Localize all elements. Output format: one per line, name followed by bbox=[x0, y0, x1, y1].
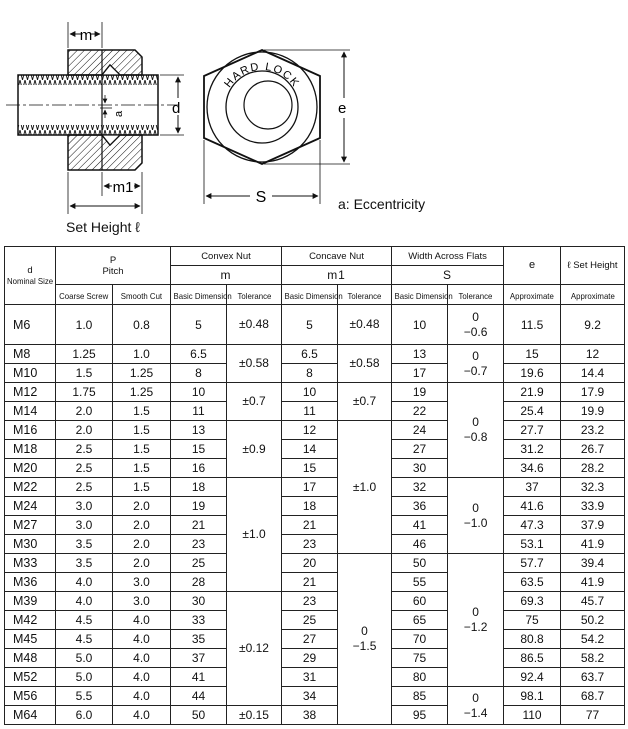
coarse-pitch-cell: 4.5 bbox=[56, 611, 113, 630]
tolerance-cell: ±0.58 bbox=[338, 345, 392, 383]
convex-basic-cell: 5 bbox=[171, 305, 227, 345]
coarse-pitch-cell: 5.5 bbox=[56, 687, 113, 706]
table-row bbox=[5, 516, 625, 535]
smooth-pitch-cell: 0.8 bbox=[113, 305, 171, 345]
header-concave-tolerance: Tolerance bbox=[338, 285, 392, 305]
smooth-pitch-cell: 4.0 bbox=[113, 649, 171, 668]
e-approx-cell: 69.3 bbox=[504, 592, 561, 611]
set-height-cell: 9.2 bbox=[561, 305, 625, 345]
table-row bbox=[5, 497, 625, 516]
convex-basic-cell: 19 bbox=[171, 497, 227, 516]
convex-basic-cell: 30 bbox=[171, 592, 227, 611]
convex-basic-cell: 21 bbox=[171, 516, 227, 535]
tolerance-cell: ±0.9 bbox=[227, 421, 282, 478]
table-row bbox=[5, 478, 625, 497]
nominal-size-cell: M36 bbox=[5, 573, 56, 592]
nut-technical-drawing bbox=[0, 0, 628, 245]
width-basic-cell: 27 bbox=[392, 440, 448, 459]
nominal-size-cell: M14 bbox=[5, 402, 56, 421]
width-basic-cell: 17 bbox=[392, 364, 448, 383]
width-basic-cell: 13 bbox=[392, 345, 448, 364]
convex-basic-cell: 11 bbox=[171, 402, 227, 421]
e-approx-cell: 53.1 bbox=[504, 535, 561, 554]
e-approx-cell: 75 bbox=[504, 611, 561, 630]
e-approx-cell: 15 bbox=[504, 345, 561, 364]
table-row bbox=[5, 554, 625, 573]
smooth-pitch-cell: 4.0 bbox=[113, 611, 171, 630]
header-e: e bbox=[504, 247, 561, 285]
label-a: a bbox=[113, 110, 125, 117]
width-basic-cell: 46 bbox=[392, 535, 448, 554]
width-basic-cell: 60 bbox=[392, 592, 448, 611]
set-height-cell: 58.2 bbox=[561, 649, 625, 668]
set-height-cell: 37.9 bbox=[561, 516, 625, 535]
nominal-size-cell: M48 bbox=[5, 649, 56, 668]
smooth-pitch-cell: 1.5 bbox=[113, 478, 171, 497]
e-approx-cell: 92.4 bbox=[504, 668, 561, 687]
e-approx-cell: 98.1 bbox=[504, 687, 561, 706]
width-basic-cell: 30 bbox=[392, 459, 448, 478]
coarse-pitch-cell: 1.0 bbox=[56, 305, 113, 345]
coarse-pitch-cell: 1.5 bbox=[56, 364, 113, 383]
header-concave-nut: Concave Nut bbox=[282, 247, 392, 266]
e-approx-cell: 47.3 bbox=[504, 516, 561, 535]
concave-basic-cell: 21 bbox=[282, 573, 338, 592]
smooth-pitch-cell: 3.0 bbox=[113, 573, 171, 592]
coarse-pitch-cell: 3.5 bbox=[56, 535, 113, 554]
e-approx-cell: 37 bbox=[504, 478, 561, 497]
set-height-cell: 68.7 bbox=[561, 687, 625, 706]
smooth-pitch-cell: 1.0 bbox=[113, 345, 171, 364]
coarse-pitch-cell: 1.25 bbox=[56, 345, 113, 364]
table-row bbox=[5, 440, 625, 459]
convex-basic-cell: 8 bbox=[171, 364, 227, 383]
concave-basic-cell: 20 bbox=[282, 554, 338, 573]
convex-basic-cell: 23 bbox=[171, 535, 227, 554]
set-height-cell: 32.3 bbox=[561, 478, 625, 497]
convex-basic-cell: 44 bbox=[171, 687, 227, 706]
smooth-pitch-cell: 1.5 bbox=[113, 421, 171, 440]
smooth-pitch-cell: 4.0 bbox=[113, 668, 171, 687]
tolerance-cell: ±0.7 bbox=[338, 383, 392, 421]
header-convex-basic: Basic Dimension bbox=[171, 285, 227, 305]
width-basic-cell: 41 bbox=[392, 516, 448, 535]
e-approx-cell: 19.6 bbox=[504, 364, 561, 383]
hard-lock-logo: HARD LOCK bbox=[222, 60, 302, 90]
concave-basic-cell: 18 bbox=[282, 497, 338, 516]
concave-basic-cell: 27 bbox=[282, 630, 338, 649]
header-concave-symbol: m1 bbox=[282, 266, 392, 285]
width-basic-cell: 10 bbox=[392, 305, 448, 345]
smooth-pitch-cell: 2.0 bbox=[113, 535, 171, 554]
convex-basic-cell: 13 bbox=[171, 421, 227, 440]
nominal-size-cell: M56 bbox=[5, 687, 56, 706]
set-height-cell: 41.9 bbox=[561, 573, 625, 592]
concave-basic-cell: 14 bbox=[282, 440, 338, 459]
table-row bbox=[5, 421, 625, 440]
width-basic-cell: 24 bbox=[392, 421, 448, 440]
set-height-cell: 14.4 bbox=[561, 364, 625, 383]
table-row bbox=[5, 459, 625, 478]
label-S: S bbox=[255, 189, 267, 206]
tolerance-cell: 0 −1.2 bbox=[448, 554, 504, 687]
convex-basic-cell: 25 bbox=[171, 554, 227, 573]
coarse-pitch-cell: 2.0 bbox=[56, 402, 113, 421]
tolerance-cell: 0 −0.7 bbox=[448, 345, 504, 383]
label-m: m bbox=[79, 27, 93, 44]
table-row bbox=[5, 402, 625, 421]
concave-basic-cell: 31 bbox=[282, 668, 338, 687]
coarse-pitch-cell: 1.75 bbox=[56, 383, 113, 402]
table-row bbox=[5, 687, 625, 706]
width-basic-cell: 22 bbox=[392, 402, 448, 421]
coarse-pitch-cell: 4.5 bbox=[56, 630, 113, 649]
front-view bbox=[204, 50, 350, 206]
set-height-cell: 41.9 bbox=[561, 535, 625, 554]
nominal-size-cell: M20 bbox=[5, 459, 56, 478]
set-height-cell: 39.4 bbox=[561, 554, 625, 573]
set-height-cell: 17.9 bbox=[561, 383, 625, 402]
width-basic-cell: 36 bbox=[392, 497, 448, 516]
coarse-pitch-cell: 3.0 bbox=[56, 516, 113, 535]
tolerance-cell: ±0.7 bbox=[227, 383, 282, 421]
e-approx-cell: 80.8 bbox=[504, 630, 561, 649]
nominal-size-cell: M64 bbox=[5, 706, 56, 725]
width-basic-cell: 65 bbox=[392, 611, 448, 630]
smooth-pitch-cell: 2.0 bbox=[113, 554, 171, 573]
concave-basic-cell: 12 bbox=[282, 421, 338, 440]
nominal-size-cell: M10 bbox=[5, 364, 56, 383]
tolerance-cell: ±0.12 bbox=[227, 592, 282, 706]
label-m1: m1 bbox=[112, 179, 134, 196]
tolerance-cell: 0 −1.0 bbox=[448, 478, 504, 554]
e-approx-cell: 27.7 bbox=[504, 421, 561, 440]
table-row bbox=[5, 535, 625, 554]
convex-basic-cell: 10 bbox=[171, 383, 227, 402]
header-set-height: ℓ Set Height bbox=[561, 247, 625, 285]
e-approx-cell: 11.5 bbox=[504, 305, 561, 345]
concave-basic-cell: 15 bbox=[282, 459, 338, 478]
e-approx-cell: 34.6 bbox=[504, 459, 561, 478]
nominal-size-cell: M27 bbox=[5, 516, 56, 535]
table-row bbox=[5, 364, 625, 383]
concave-basic-cell: 8 bbox=[282, 364, 338, 383]
nominal-size-cell: M18 bbox=[5, 440, 56, 459]
table-row bbox=[5, 592, 625, 611]
convex-basic-cell: 15 bbox=[171, 440, 227, 459]
width-basic-cell: 80 bbox=[392, 668, 448, 687]
nut-spec-table bbox=[4, 246, 625, 725]
set-height-cell: 12 bbox=[561, 345, 625, 364]
header-convex-tolerance: Tolerance bbox=[227, 285, 282, 305]
concave-basic-cell: 5 bbox=[282, 305, 338, 345]
tolerance-cell: ±1.0 bbox=[227, 478, 282, 592]
nominal-size-cell: M24 bbox=[5, 497, 56, 516]
coarse-pitch-cell: 2.5 bbox=[56, 459, 113, 478]
convex-basic-cell: 18 bbox=[171, 478, 227, 497]
smooth-pitch-cell: 2.0 bbox=[113, 516, 171, 535]
concave-basic-cell: 17 bbox=[282, 478, 338, 497]
concave-basic-cell: 21 bbox=[282, 516, 338, 535]
nominal-size-cell: M30 bbox=[5, 535, 56, 554]
coarse-pitch-cell: 3.5 bbox=[56, 554, 113, 573]
tolerance-cell: 0 −1.4 bbox=[448, 687, 504, 725]
table-row bbox=[5, 630, 625, 649]
concave-basic-cell: 11 bbox=[282, 402, 338, 421]
coarse-pitch-cell: 2.0 bbox=[56, 421, 113, 440]
convex-basic-cell: 41 bbox=[171, 668, 227, 687]
header-width-across-flats: Width Across Flats bbox=[392, 247, 504, 266]
header-concave-basic: Basic Dimension bbox=[282, 285, 338, 305]
nominal-size-cell: M8 bbox=[5, 345, 56, 364]
nominal-size-cell: M39 bbox=[5, 592, 56, 611]
width-basic-cell: 19 bbox=[392, 383, 448, 402]
width-basic-cell: 85 bbox=[392, 687, 448, 706]
e-approx-cell: 25.4 bbox=[504, 402, 561, 421]
concave-basic-cell: 6.5 bbox=[282, 345, 338, 364]
nominal-size-cell: M33 bbox=[5, 554, 56, 573]
convex-basic-cell: 16 bbox=[171, 459, 227, 478]
set-height-cell: 63.7 bbox=[561, 668, 625, 687]
convex-basic-cell: 33 bbox=[171, 611, 227, 630]
coarse-pitch-cell: 3.0 bbox=[56, 497, 113, 516]
header-convex-nut: Convex Nut bbox=[171, 247, 282, 266]
smooth-pitch-cell: 1.5 bbox=[113, 402, 171, 421]
smooth-pitch-cell: 2.0 bbox=[113, 497, 171, 516]
tolerance-cell: 0 −0.6 bbox=[448, 305, 504, 345]
tolerance-cell: ±0.15 bbox=[227, 706, 282, 725]
concave-basic-cell: 29 bbox=[282, 649, 338, 668]
tolerance-cell: ±0.48 bbox=[227, 305, 282, 345]
header-width-symbol: S bbox=[392, 266, 504, 285]
smooth-pitch-cell: 4.0 bbox=[113, 630, 171, 649]
smooth-pitch-cell: 1.5 bbox=[113, 440, 171, 459]
e-approx-cell: 21.9 bbox=[504, 383, 561, 402]
width-basic-cell: 70 bbox=[392, 630, 448, 649]
concave-basic-cell: 23 bbox=[282, 535, 338, 554]
concave-basic-cell: 38 bbox=[282, 706, 338, 725]
convex-basic-cell: 28 bbox=[171, 573, 227, 592]
convex-nut-bottom bbox=[68, 135, 142, 170]
smooth-pitch-cell: 4.0 bbox=[113, 687, 171, 706]
coarse-pitch-cell: 4.0 bbox=[56, 573, 113, 592]
label-e: e bbox=[338, 100, 347, 117]
eccentricity-caption: a: Eccentricity bbox=[338, 196, 426, 212]
smooth-pitch-cell: 3.0 bbox=[113, 592, 171, 611]
width-basic-cell: 75 bbox=[392, 649, 448, 668]
header-coarse-screw: Coarse Screw bbox=[56, 285, 113, 305]
tolerance-cell: ±1.0 bbox=[338, 421, 392, 554]
header-l-approximate: Approximate bbox=[561, 285, 625, 305]
coarse-pitch-cell: 6.0 bbox=[56, 706, 113, 725]
table-row bbox=[5, 383, 625, 402]
set-height-cell: 54.2 bbox=[561, 630, 625, 649]
set-height-cell: 45.7 bbox=[561, 592, 625, 611]
set-height-cell: 23.2 bbox=[561, 421, 625, 440]
table-row bbox=[5, 649, 625, 668]
e-approx-cell: 63.5 bbox=[504, 573, 561, 592]
spec-table-body bbox=[5, 305, 625, 725]
convex-basic-cell: 37 bbox=[171, 649, 227, 668]
smooth-pitch-cell: 1.25 bbox=[113, 383, 171, 402]
table-row bbox=[5, 611, 625, 630]
coarse-pitch-cell: 2.5 bbox=[56, 440, 113, 459]
coarse-pitch-cell: 2.5 bbox=[56, 478, 113, 497]
header-smooth-cut: Smooth Cut bbox=[113, 285, 171, 305]
set-height-cell: 26.7 bbox=[561, 440, 625, 459]
table-row bbox=[5, 706, 625, 725]
table-row bbox=[5, 668, 625, 687]
width-basic-cell: 95 bbox=[392, 706, 448, 725]
header-width-tolerance: Tolerance bbox=[448, 285, 504, 305]
table-row bbox=[5, 345, 625, 364]
nominal-size-cell: M16 bbox=[5, 421, 56, 440]
tolerance-cell: ±0.58 bbox=[227, 345, 282, 383]
set-height-cell: 19.9 bbox=[561, 402, 625, 421]
table-row bbox=[5, 573, 625, 592]
tolerance-cell: 0 −1.5 bbox=[338, 554, 392, 725]
coarse-pitch-cell: 5.0 bbox=[56, 649, 113, 668]
tolerance-cell: ±0.48 bbox=[338, 305, 392, 345]
width-basic-cell: 55 bbox=[392, 573, 448, 592]
set-height-cell: 50.2 bbox=[561, 611, 625, 630]
smooth-pitch-cell: 1.25 bbox=[113, 364, 171, 383]
set-height-cell: 77 bbox=[561, 706, 625, 725]
set-height-cell: 33.9 bbox=[561, 497, 625, 516]
nominal-size-cell: M45 bbox=[5, 630, 56, 649]
nominal-size-cell: M42 bbox=[5, 611, 56, 630]
tolerance-cell: 0 −0.8 bbox=[448, 383, 504, 478]
table-row bbox=[5, 305, 625, 345]
header-pitch: P Pitch bbox=[56, 247, 171, 285]
set-height-caption: Set Height ℓ bbox=[66, 219, 140, 235]
coarse-pitch-cell: 5.0 bbox=[56, 668, 113, 687]
concave-basic-cell: 10 bbox=[282, 383, 338, 402]
width-basic-cell: 50 bbox=[392, 554, 448, 573]
header-nominal-size: d Nominal Size bbox=[5, 247, 56, 305]
smooth-pitch-cell: 1.5 bbox=[113, 459, 171, 478]
convex-basic-cell: 50 bbox=[171, 706, 227, 725]
coarse-pitch-cell: 4.0 bbox=[56, 592, 113, 611]
smooth-pitch-cell: 4.0 bbox=[113, 706, 171, 725]
e-approx-cell: 31.2 bbox=[504, 440, 561, 459]
header-width-basic: Basic Dimension bbox=[392, 285, 448, 305]
e-approx-cell: 41.6 bbox=[504, 497, 561, 516]
convex-basic-cell: 6.5 bbox=[171, 345, 227, 364]
side-view bbox=[6, 22, 184, 214]
e-approx-cell: 86.5 bbox=[504, 649, 561, 668]
nominal-size-cell: M22 bbox=[5, 478, 56, 497]
nominal-size-cell: M6 bbox=[5, 305, 56, 345]
set-height-cell: 28.2 bbox=[561, 459, 625, 478]
label-d: d bbox=[172, 100, 181, 117]
nominal-size-cell: M52 bbox=[5, 668, 56, 687]
e-approx-cell: 110 bbox=[504, 706, 561, 725]
width-basic-cell: 32 bbox=[392, 478, 448, 497]
concave-basic-cell: 34 bbox=[282, 687, 338, 706]
concave-basic-cell: 23 bbox=[282, 592, 338, 611]
convex-basic-cell: 35 bbox=[171, 630, 227, 649]
header-e-approximate: Approximate bbox=[504, 285, 561, 305]
header-convex-symbol: m bbox=[171, 266, 282, 285]
nominal-size-cell: M12 bbox=[5, 383, 56, 402]
concave-basic-cell: 25 bbox=[282, 611, 338, 630]
e-approx-cell: 57.7 bbox=[504, 554, 561, 573]
